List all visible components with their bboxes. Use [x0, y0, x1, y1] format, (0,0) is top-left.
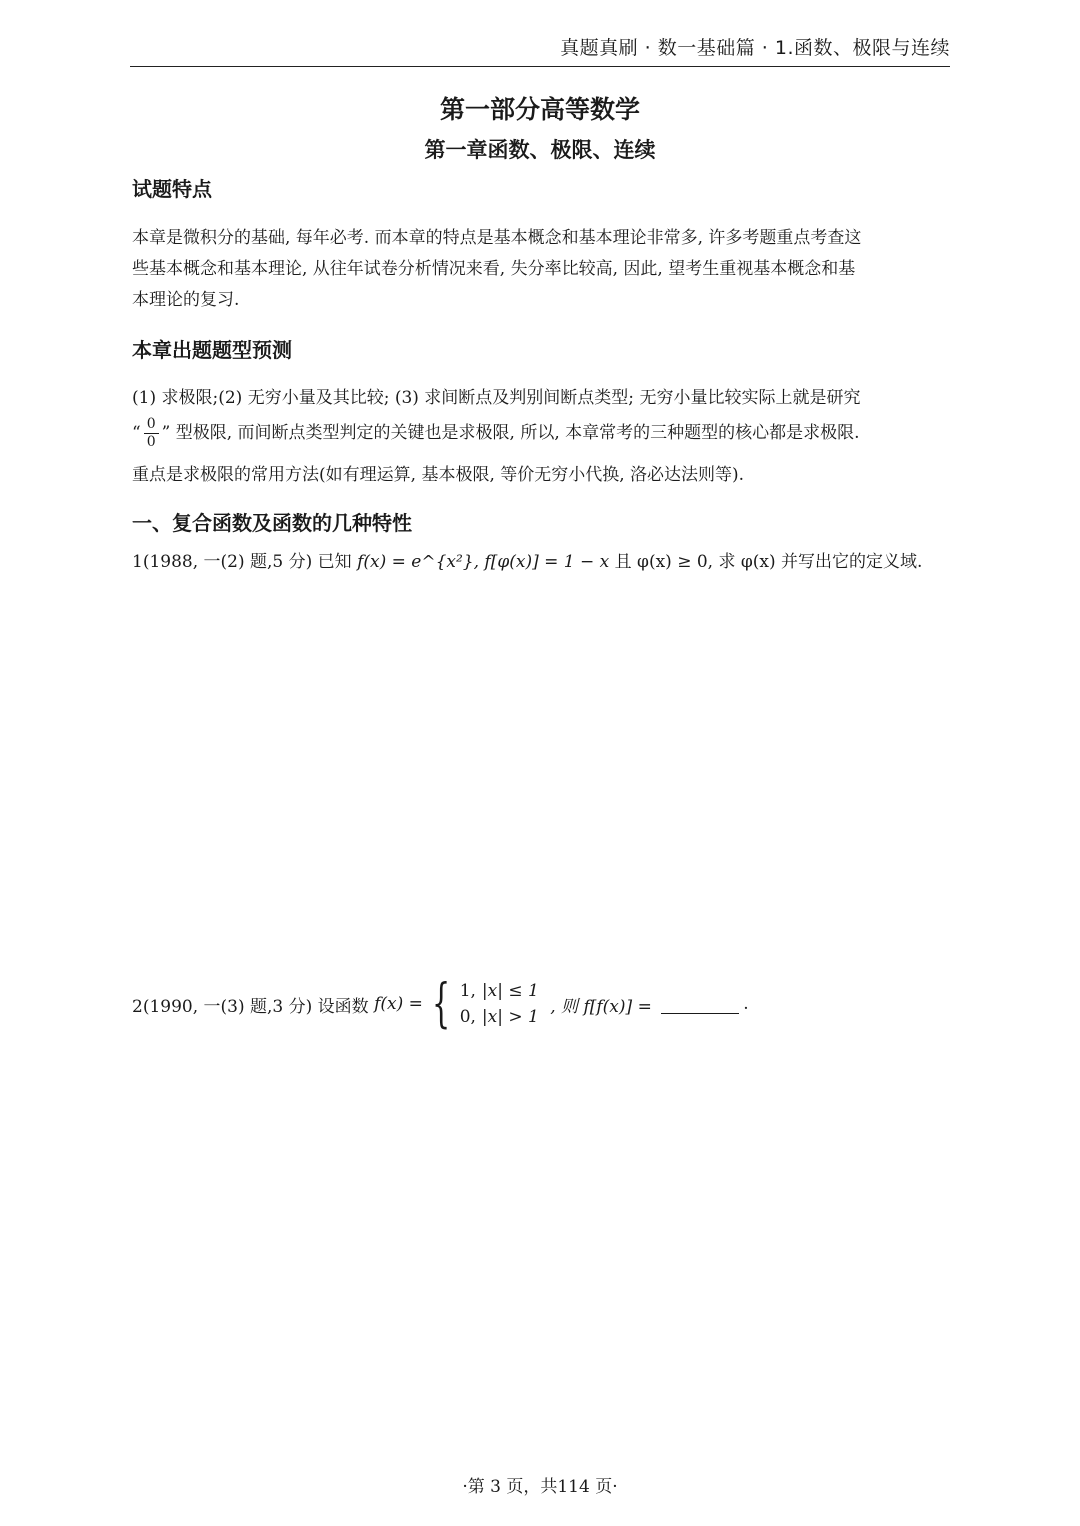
- features-line-3: 本理论的复习.: [132, 290, 240, 310]
- fraction-numerator: 0: [144, 416, 159, 434]
- case-1-condition: |x| ≤ 1: [481, 981, 539, 1001]
- running-header: 真题真刷 · 数一基础篇 · 1.函数、极限与连续: [560, 37, 950, 59]
- question-1-formula: f(x) = e^{x²}, f[φ(x)] = 1 − x: [357, 552, 610, 572]
- features-heading: 试题特点: [132, 177, 212, 201]
- question-1: [132, 546, 922, 578]
- answer-blank: [661, 995, 739, 1014]
- question-2-prefix: 2(1990, 一(3) 题,3 分) 设函数: [132, 996, 369, 1017]
- prediction-heading: 本章出题题型预测: [132, 338, 292, 362]
- case-row-2: [460, 1004, 545, 1030]
- header-rule: [130, 66, 950, 67]
- page-footer: ·第 3 页，共114 页·: [462, 1477, 618, 1497]
- fraction-denominator: 0: [146, 434, 156, 450]
- question-2: [132, 974, 749, 1038]
- question-2-end: .: [743, 994, 749, 1014]
- question-1-text: 且 φ(x) ≥ 0, 求 φ(x) 并写出它的定义域.: [609, 552, 923, 572]
- question-2-fx: f(x) =: [374, 994, 423, 1014]
- piecewise-cases: [460, 978, 545, 1030]
- open-quote: “: [132, 423, 141, 443]
- features-line-1: 本章是微积分的基础, 每年必考. 而本章的特点是基本概念和基本理论非常多, 许多考题重点考查这: [132, 228, 862, 248]
- case-1-value: 1,: [459, 981, 476, 1001]
- prediction-line-2-text: ” 型极限, 而间断点类型判定的关键也是求极限, 所以, 本章常考的三种题型的核心都是求极限.: [161, 423, 860, 443]
- left-brace: {: [432, 974, 451, 1034]
- prediction-line-2: [132, 414, 950, 452]
- prediction-line-3: 重点是求极限的常用方法(如有理运算, 基本极限, 等价无穷小代换, 洛必达法则等).: [132, 465, 745, 485]
- case-2-value: 0,: [459, 1007, 476, 1027]
- question-1-prefix: 1(1988, 一(2) 题,5 分) 已知: [132, 552, 358, 572]
- features-line-2: 些基本概念和基本理论, 从往年试卷分析情况来看, 失分率比较高, 因此, 望考生重视基本概念和基: [132, 259, 856, 279]
- section-one-heading: 一、复合函数及函数的几种特性: [132, 511, 412, 535]
- chapter-title: 第一章函数、极限、连续: [424, 138, 656, 162]
- part-title: 第一部分高等数学: [439, 95, 640, 124]
- question-2-then: , 则 f[f(x)] =: [550, 996, 652, 1017]
- zero-over-zero-fraction: [144, 416, 159, 451]
- case-2-condition: |x| > 1: [481, 1007, 539, 1027]
- case-row-1: [460, 978, 545, 1004]
- prediction-line-1: (1) 求极限;(2) 无穷小量及其比较; (3) 求间断点及判别间断点类型; 无穷小量比较实际上就是研究: [132, 388, 861, 408]
